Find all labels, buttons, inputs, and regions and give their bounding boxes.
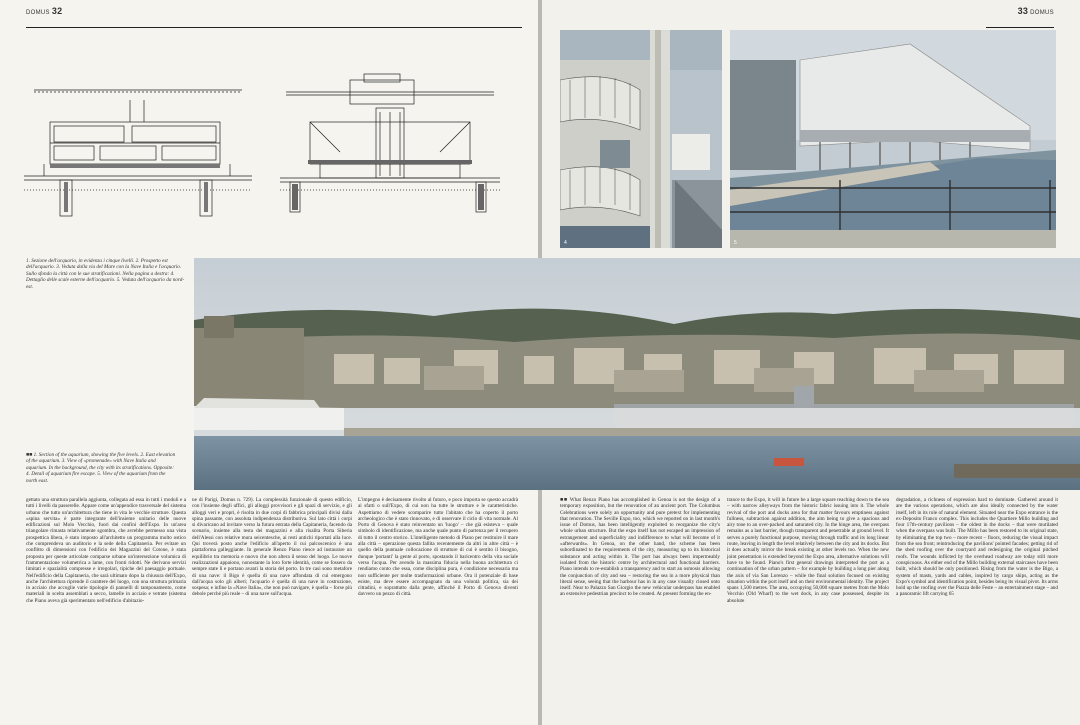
text-marker: ■■	[560, 497, 568, 503]
aquarium-elevation-drawing	[280, 72, 500, 220]
italian-text-column-1: gettato una struttura parallela aggiunta, collegata ad essa in tutti i moduli e a tutti i livelli da passerelle. Appare come un'appendice trasversale del sistema urbano che tutto un'architettura che tiene in vita le vecchie strutture. Questa «spina servita» è parte integrante dell'insieme unitario delle nuove edificazioni sul Molo Vecchio, fuori dai confini dell'Expo. In un'area triangolare rimasta relativamente sgombra, che avrebbe permesso una vista prospettica libera, è stato imposto all'architetto un programma molto ostico che comprendeva un auditorio e la sede della Capitaneria. Per evitare un conflitto di dimensioni con l'edificio dei Magazzini del Cotone, è stata proposta per queste articolate comparse urbane un'intersezione volumica di frammentazione volumetrica a lame, con fronti ridotti. Ne derivano servizi limitati e spazialità compresse e irregolari, tipiche del paesaggio portuale. Nell'edificio della Capitaneria, che sarà ultimato dopo la chiusura dell'Expo, anche l'architettura riprende il carattere del luogo, con una struttura primaria in acciaio che accoglie varie tipologie di pannelli di tamponamento, come materiali in scelta assemblati a secco, lamelle in acciaio e vetrate (sistema che Piano aveva già sperimentato nell'edificio d'abitazio-	[26, 497, 186, 604]
caption-english	[26, 452, 176, 484]
caption-marker: ■■	[26, 452, 33, 458]
caption-italian: 1. Sezione dell'acquario, in evidenza i cinque livelli. 2. Prospetto est dell'acquario. 3. Veduta dalla via del Mare con la Nave Italia e l'acquario. Sullo sfondo la città con le sue stratificazioni. Nella pagina a destra: 4. Dettaglio delle scale esterne dell'acquario. 5. Veduta dell'acquario da nord-est.	[26, 258, 185, 290]
top-rule	[26, 27, 522, 28]
photo-stair-detail	[560, 30, 722, 248]
left-folio	[26, 6, 62, 16]
photo-aquarium-northeast	[730, 30, 1056, 248]
english-text-column-3: degradation, a richness of expression hard to dominate. Gathered around it are the various operations, which are also ideally connected by the water itself, left in its role of natural element. Situated near the Expo entrance is the ex-Deposito Franco complex. This includes the Quartiere Millo building and four 17th-century pavilions – the oldest in the docks – that were mutilated when the overpass was built. The Millo has been restored to its original state, by eliminating the top two – more recent – floors, reducing the visual impact from the sea front; reintroducing the pavilions' pointed facades; getting rid of the shed roofing over the courtyard and redesigning the original pitched roofs. The wounds inflicted by the overhead roadway are today still more conspicuous. As either end of the Millo building external staircases have been built, which should be only positioned. Rising from the water is the Bigo, a system of masts, yards and cables, inspired by cargo ships, acting as the Expo's symbol and identification point, besides being its visual pivot. Its arms hold up the roofing over the Piazza delle Feste – an entertainment stage – and a panoramic lift carrying 65	[896, 497, 1058, 598]
english-text-column-2: trance to the Expo, it will in future be a large square reaching down to the sea – with narrow alleyways from the historic fabric issuing into it. The whole revival of the port and docks area for that matter favours emptiness against fullness, subtraction against addition, the aim being to give a spacious and airy tone to an over-packed and saturated city. In the hinge area, the overpass remains as a last barrier, though transparent and penetrable at ground level. It serves a purely functional purpose, moving through traffic and its long linear route, leaving in length the level relatively between the city and its docks. But it does actually mirror the break existing at other levels too. When the new joint penetration is extended beyond the Expo area, alternative solutions will have to be found. Piano's first general drawings interpreted the port as a continuation of the urban pattern – for example by building a long pier along the axis of via San Lorenzo – while the final solution focused on existing situation within the port itself and on their environmental identity. The project spans 1,500 metres. The area, occupying 50,000 square metres from the Molo Vecchio (Old Wharf) to the wet dock, in any case possessed, despite its absolute	[727, 497, 889, 604]
italian-text-column-3: L'impegno è decisamente rivolto al futuro, e poco importa se questo accadrà ai sfatti o sull'Expo, di cui non ha tutte le strutture e le caratteristiche. Aspettiamo di vedere scomparire tutto l'abitato che ha coperto il porto archeologico che è stato rinnovato, e di osservare il ciclo di vita normale. Al Porto di Genova è stato reinventato un 'luogo' – che già esisteva – quale simbolo di identificazione, ma anche quale punto di partenza per il recupero di tutto il centro storico. L'intelligente metodo di Piano per restituire il mare alla città – operazione questa fallita recentemente da altri in altre città – è quello della puntuale collocazione di strutture di cui è sentito il bisogno, dunque 'portanti' la gente al porto, spostando il baricentro della vita sociale verso l'acqua. Per avendo la massima fiducia nella buona architettura ci rendiamo conto che essa, come disciplina pura, è condizione necessaria ma non sufficiente per molte trasformazioni urbane. Ora il potenziale di base esiste, ma deve essere accompagnato da una volontà politica, sia dei cittadini, e soprattutto dalla gente, affinché il Porto di Genova diventi davvero un pezzo di città.	[358, 497, 518, 598]
folio-number: 33	[1017, 6, 1029, 16]
english-text-column-1	[560, 497, 720, 719]
folio-number: 32	[51, 6, 63, 16]
photo-number-4: 4	[564, 240, 567, 246]
aquarium-section-drawing	[24, 80, 252, 220]
caption-english-text: 1. Section of the aquarium, showing the five levels. 2. East elevation of the aquarium. 3. View of «promenade» with Nave Italia and aquarium. In the background, the city with its stratifications. Opposite: 4. Detail of aquarium fire escape. 5. View of the aquarium from the north east.	[26, 452, 176, 484]
folio-label: DOMUS	[26, 10, 50, 16]
english-text-1: What Renzo Piano has accomplished in Genoa is not the design of a temporary exposition, but the renovation of an ancient port. The Columbus Celebrations were solely an opportunity and pure pretext for implementing that renovation. The Seville Expo, too, which we reported on in last month's issue of Domus, has been intelligently exploited to reorganize the city's whole urban structure. But the expo itself has not escaped an impression of estrangement and superficiality and indifference to what will become of it «afterwards». In Genoa, on the other hand, the scheme has been subordinated to the requirements of the city, measuring up to its historical substance and acting within it. The port has always been impermeably isolated from the historic centre by architectural and functional barriers. Piano intends to re-establish a transparency and to start an osmosis allowing the conjunction of city and sea – restoring the sea in a more physical than literal sense, seeing that the harbour has in in any case visually closed onto itself. Near to Palazzo San Giorgio the new vehicular underpass has enabled an extensive pedestrian precinct to be created. At present forming the en-	[560, 497, 720, 598]
italian-text-column-2: ne di Parigi, Domus n. 729). La complessità funzionale di questo edificio, con l'insieme degli uffici, gli alloggi provvisori e gli spazi di servizio, e gli alloggi veri e propri, è risolta in due corpi di fabbrica principali divisi dalla spina passante, con assoluta indipendenza distributiva. Sul lato città i corpi si divaricano ad invitare verso la futura entrata della Capitaneria, facendo da scenario, insieme alla testa dei magazzini e alla risalita Porta Siberia dell'Alessi con relative mura seicentesche, ai resti antichi riportati alla luce. Qui troverà posto anche l'edificio all'aperto il cui palcoscenico è una piattaforma galleggiante. In generale Renzo Piano riesce ad instaurare un equilibrio tra memoria e nuovo che non altera il senso del luogo. Le nuove realizzazioni appaiono, nonostante la loro forte identità, come se fossero da sempre state lì e portano avanti la storia del porto. In tre casi sono metafore di una nave: il Bigo è quella di una nave affondata di cui emergono dall'acqua solo gli alberi; l'acquario è quella di una nave in costruzione, sospesa; e infine la «Nave Italia», che non può navigare, è quella – forse più debole perché più reale – di una nave sull'acqua.	[192, 497, 352, 598]
right-folio	[1018, 6, 1054, 16]
photo-genoa-panorama	[194, 258, 1080, 490]
folio-label: DOMUS	[1030, 10, 1054, 16]
top-rule	[986, 27, 1054, 28]
photo-number-5: 5	[734, 240, 737, 246]
